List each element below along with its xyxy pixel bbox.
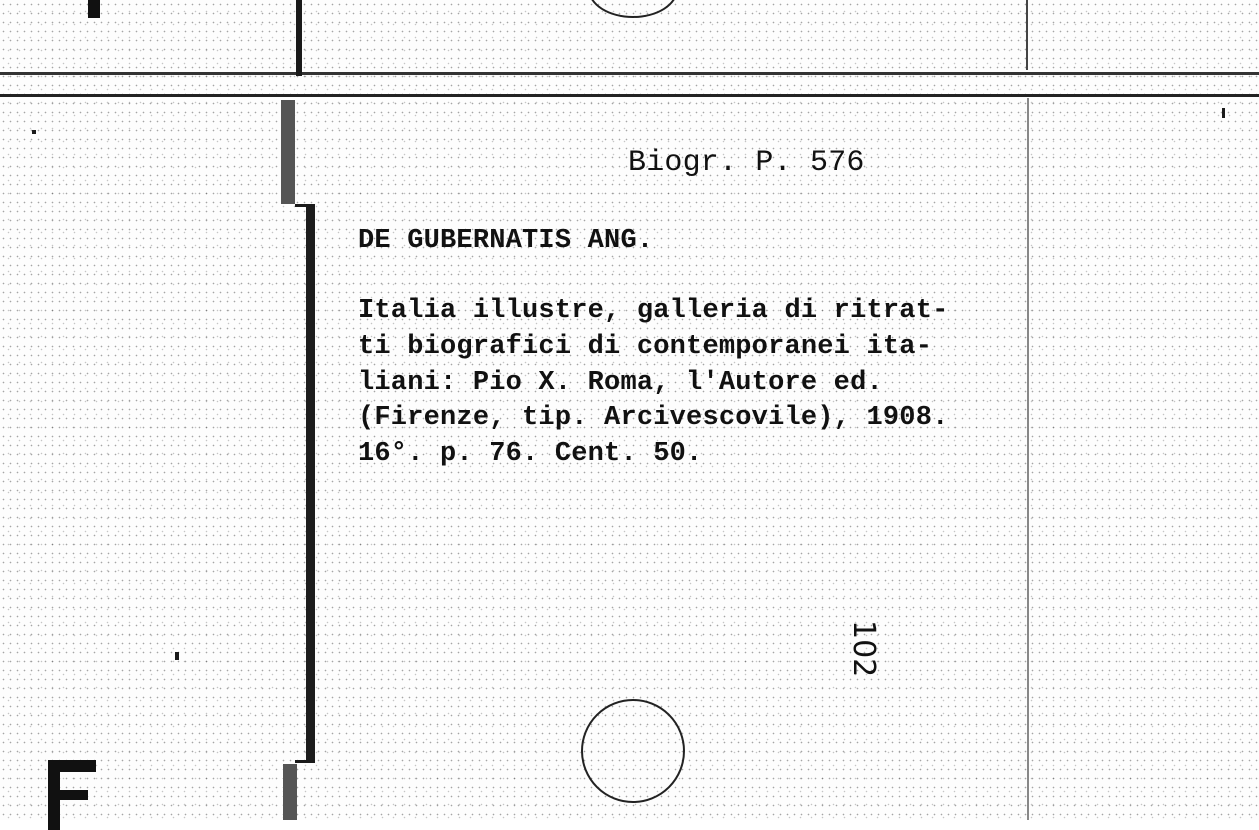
card-notch-line bbox=[295, 204, 315, 207]
author-heading: DE GUBERNATIS ANG. bbox=[358, 226, 654, 256]
card-left-edge-lower bbox=[283, 764, 297, 820]
card-notch-line-lower bbox=[295, 760, 315, 763]
card-top-edge bbox=[0, 72, 1259, 75]
previous-card-left-edge bbox=[296, 0, 302, 76]
card-top-edge-inner bbox=[0, 94, 1259, 97]
description-line-4: (Firenze, tip. Arcivescovile), 1908. bbox=[358, 403, 949, 433]
card-dot-right bbox=[1222, 108, 1225, 118]
card-dot-left bbox=[32, 130, 36, 134]
previous-card-right-edge bbox=[1026, 0, 1028, 70]
card-sequence-number: 102 bbox=[846, 620, 881, 678]
card-right-edge bbox=[1027, 98, 1029, 820]
previous-card-mark bbox=[88, 0, 100, 18]
punch-hole bbox=[581, 699, 685, 803]
description-line-3: liani: Pio X. Roma, l'Autore ed. bbox=[358, 368, 883, 398]
description-line-2: ti biografici di contemporanei ita- bbox=[358, 332, 933, 362]
call-number: Biogr. P. 576 bbox=[628, 146, 865, 180]
description-line-5: 16°. p. 76. Cent. 50. bbox=[358, 439, 703, 469]
card-left-edge bbox=[306, 204, 315, 760]
card-left-edge-upper bbox=[281, 100, 295, 204]
description-line-1: Italia illustre, galleria di ritrat- bbox=[358, 296, 949, 326]
card-dot-left2 bbox=[175, 652, 179, 660]
